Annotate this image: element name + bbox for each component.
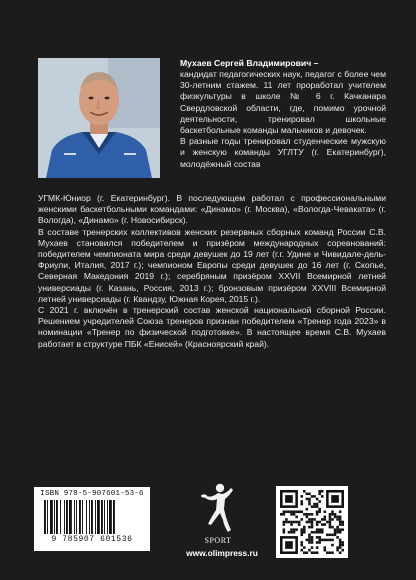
author-name	[180, 58, 386, 69]
bio-paragraph: УГМК-Юниор (г. Екатеринбург). В последующем работал с профессиональными женскими баскетбольными командами: «Динамо» (г. Москва), «Вологда-Чеваката» (г. Вологда), «Динамо» (г. Новосибирск).	[38, 193, 386, 226]
publisher-url[interactable]: www.olimpress.ru	[186, 548, 258, 558]
bio-paragraph: В разные годы тренировал студенческие мужскую и женскую команды УГЛТУ (г. Екатеринбург), молодёжный состав	[180, 136, 386, 169]
qr-code[interactable]	[276, 486, 348, 558]
publisher-logo-text: SPORT	[204, 536, 232, 545]
barcode-icon	[42, 500, 142, 534]
isbn-label: ISBN 978-5-907601-53-6	[40, 490, 144, 498]
discus-thrower-logo	[198, 480, 238, 536]
bio-paragraph: С 2021 г. включён в тренерский состав женской национальной сборной России. Решением учредителей Союза тренеров признан победителем «Тренер года 2023» в номинации «Тренер по физической подготовке». В настоящее время С.В. Мухаев работает в структуре ПБК «Енисей» (Красноярский край).	[38, 305, 386, 349]
bio-full-width	[38, 193, 386, 350]
author-name-dash: –	[311, 58, 319, 68]
author-photo	[38, 58, 160, 178]
author-photo-illustration	[38, 58, 160, 178]
author-name-text: Мухаев Сергей Владимирович	[180, 58, 312, 68]
barcode-digits: 9 785907 601536	[51, 535, 133, 544]
isbn-barcode	[34, 487, 150, 551]
bio-paragraph: В составе тренерских коллективов женских резервных сборных команд России С.В. Мухаев становился победителем и призёром международных соревнований: победителем чемпионата мира среди девушек до 19 лет (г.г. Удине и Чивидале-дель-Фриули, Италия, 2017 г.); чемпионом Европы среди девушек до 16 лет (г. Скопье, Северная Македония 2019 г.); серебряным призёром XXVII Всемирной летней универсиады (г. Казань, Россия, 2013 г.); бронзовым призёром XXVIII Всемирной летней универсиады (г. Квандзу, Южная Корея, 2015 г.).	[38, 226, 386, 304]
bio-paragraph: кандидат педагогических наук, педагог с более чем 30-летним стажем. 11 лет проработал учителем физкультуры в школе № 6 г. Качканара Свердловской области, где, помимо урочной деятельности, тренировал школьные баскетбольные команды мальчиков и девочек.	[180, 69, 386, 136]
qr-code-icon	[280, 490, 344, 554]
bio-right-column	[180, 69, 386, 170]
